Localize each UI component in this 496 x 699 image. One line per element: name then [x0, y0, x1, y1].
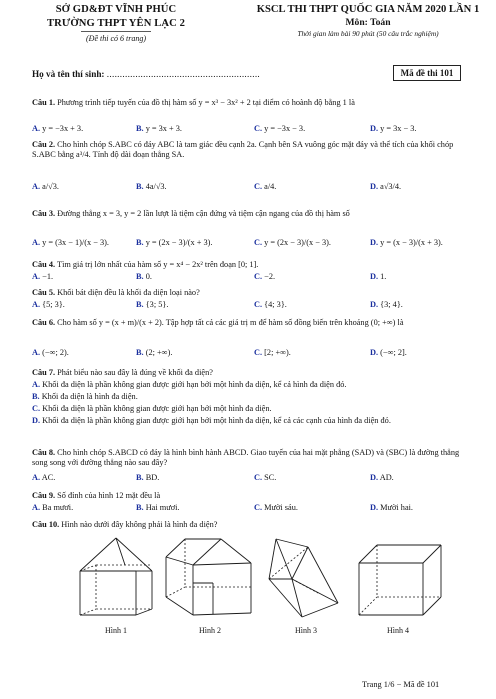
option-b[interactable]: B. 4a/√3. — [136, 182, 167, 191]
statement-c[interactable]: C. Khối đa diện là phần không gian được giới hạn bởi một hình đa diện. — [32, 404, 272, 413]
department-name: SỞ GD&ĐT VĨNH PHÚC — [55, 4, 177, 15]
question-3 — [32, 209, 472, 219]
subject: Môn: Toán — [345, 16, 391, 28]
option-d[interactable]: D. 1. — [370, 272, 387, 281]
option-b[interactable]: B. {3; 5}. — [136, 300, 169, 309]
question-label: Câu 7. — [32, 368, 56, 377]
figure-2-caption: Hình 2 — [199, 626, 221, 635]
question-1 — [32, 98, 472, 108]
candidate-name-field[interactable]: ........................................................... — [106, 69, 261, 79]
question-2 — [32, 140, 472, 161]
options-q9 — [32, 503, 472, 514]
time-note: Thời gian làm bài 90 phút (50 câu trắc nghiệm) — [297, 28, 439, 38]
question-text: Hình nào dưới đây không phải là hình đa diện? — [61, 520, 218, 529]
school-name: TRƯỜNG THPT YÊN LẠC 2 — [46, 17, 186, 29]
exam-code-box: Mã đề thi 101 — [393, 65, 461, 81]
option-c[interactable]: C. [2; +∞). — [254, 348, 291, 357]
option-b[interactable]: B. BD. — [136, 473, 160, 482]
question-label: Câu 3. — [32, 209, 56, 218]
option-d[interactable]: D. y = (x − 3)/(x + 3). — [370, 238, 443, 247]
question-8 — [32, 448, 472, 469]
option-a[interactable]: A. {5; 3}. — [32, 300, 65, 309]
question-label: Câu 9. — [32, 491, 56, 500]
option-d[interactable]: D. (−∞; 2]. — [370, 348, 407, 357]
option-b[interactable]: B. 0. — [136, 272, 152, 281]
option-c[interactable]: C. y = (2x − 3)/(x − 3). — [254, 238, 331, 247]
question-text: Số đỉnh của hình 12 mặt đều là — [57, 491, 161, 500]
statement-a[interactable]: A. Khối đa diện là phần không gian được giới hạn bởi một hình đa diện, kể cả hình đa diện đó. — [32, 380, 347, 389]
option-a[interactable]: A. AC. — [32, 473, 56, 482]
options-q8 — [32, 473, 472, 484]
option-c[interactable]: C. {4; 3}. — [254, 300, 287, 309]
header-right — [244, 3, 492, 39]
option-a[interactable]: A. Ba mươi. — [32, 503, 74, 512]
figure-4[interactable] — [351, 535, 451, 621]
figure-2[interactable] — [163, 535, 257, 621]
options-q5 — [32, 300, 472, 311]
question-text: Phương trình tiếp tuyến của đồ thị hàm số y = x³ − 3x² + 2 tại điểm có hoành độ bằng 1 là — [57, 98, 355, 107]
figure-1[interactable] — [70, 535, 170, 621]
figure-3[interactable] — [262, 535, 346, 621]
option-b[interactable]: B. y = (2x − 3)/(x + 3). — [136, 238, 213, 247]
pages-note: (Đề thi có 6 trang) — [86, 34, 146, 43]
option-a[interactable]: A. −1. — [32, 272, 54, 281]
statement-b[interactable]: B. Khối đa diện là hình đa diện. — [32, 392, 138, 401]
exam-title: KSCL THI THPT QUỐC GIA NĂM 2020 LẦN 1 — [256, 4, 480, 15]
option-b[interactable]: B. Hai mươi. — [136, 503, 180, 512]
option-d[interactable]: D. {3; 4}. — [370, 300, 403, 309]
question-text: Cho hình chóp S.ABCD có đáy là hình bình hành ABCD. Giao tuyến của hai mặt phẳng (SAD) và (SBC) là đường thẳng song song với đường thẳng nào sau đây? — [32, 448, 460, 468]
question-6 — [32, 318, 472, 328]
question-text: Phát biểu nào sau đây là đúng về khối đa diện? — [57, 368, 213, 377]
option-b[interactable]: B. (2; +∞). — [136, 348, 173, 357]
question-text: Đường thẳng x = 3, y = 2 lần lượt là tiệm cận đứng và tiệm cận ngang của đồ thị hàm số — [57, 209, 350, 218]
question-label: Câu 5. — [32, 288, 56, 297]
figure-1-caption: Hình 1 — [105, 626, 127, 635]
question-label: Câu 1. — [32, 98, 56, 107]
option-a[interactable]: A. y = (3x − 1)/(x − 3). — [32, 238, 109, 247]
question-text: Khối bát diện đều là khối đa diện loại nào? — [57, 288, 200, 297]
option-c[interactable]: C. SC. — [254, 473, 277, 482]
page-footer: Trang 1/6 − Mã đề 101 — [362, 680, 440, 689]
question-label: Câu 6. — [32, 318, 56, 327]
options-q6 — [32, 348, 472, 359]
option-c[interactable]: C. Mười sáu. — [254, 503, 298, 512]
option-a[interactable]: A. y = −3x + 3. — [32, 124, 84, 133]
option-d[interactable]: D. Mười hai. — [370, 503, 414, 512]
option-d[interactable]: D. y = 3x − 3. — [370, 124, 417, 133]
candidate-name-row — [32, 69, 260, 79]
question-4 — [32, 260, 472, 270]
option-a[interactable]: A. (−∞; 2). — [32, 348, 69, 357]
option-b[interactable]: B. y = 3x + 3. — [136, 124, 183, 133]
options-q2 — [32, 182, 472, 193]
question-label: Câu 10. — [32, 520, 60, 529]
figure-3-caption: Hình 3 — [295, 626, 317, 635]
option-a[interactable]: A. a/√3. — [32, 182, 59, 191]
figure-4-caption: Hình 4 — [387, 626, 409, 635]
option-c[interactable]: C. a/4. — [254, 182, 277, 191]
question-label: Câu 2. — [32, 140, 56, 149]
question-label: Câu 8. — [32, 448, 56, 457]
question-9 — [32, 491, 472, 501]
statement-d[interactable]: D. Khối đa diện là phần không gian được giới hạn bởi một hình đa diện, kể cả các cạnh của hình đa diện đó. — [32, 416, 391, 425]
option-d[interactable]: D. AD. — [370, 473, 394, 482]
options-q4 — [32, 272, 472, 283]
candidate-name-label: Họ và tên thí sinh: — [32, 69, 105, 79]
question-text: Cho hình chóp S.ABC có đáy ABC là tam giác đều cạnh 2a. Cạnh bên SA vuông góc mặt đáy và thể tích của khối chóp S.ABC bằng a³/4. Tính độ dài đoạn thẳng SA. — [32, 140, 454, 160]
question-text: Tìm giá trị lớn nhất của hàm số y = x⁴ − 2x² trên đoạn [0; 1]. — [57, 260, 259, 269]
options-q3 — [32, 238, 472, 249]
question-label: Câu 4. — [32, 260, 56, 269]
header-left — [26, 3, 206, 44]
question-10 — [32, 520, 472, 530]
question-text: Cho hàm số y = (x + m)/(x + 2). Tập hợp tất cả các giá trị m để hàm số đồng biến trên khoảng (0; +∞) là — [57, 318, 404, 327]
option-c[interactable]: C. y = −3x − 3. — [254, 124, 306, 133]
options-q1 — [32, 124, 472, 135]
option-d[interactable]: D. a√3/4. — [370, 182, 402, 191]
option-c[interactable]: C. −2. — [254, 272, 276, 281]
question-5 — [32, 288, 472, 298]
question-7 — [32, 368, 472, 378]
